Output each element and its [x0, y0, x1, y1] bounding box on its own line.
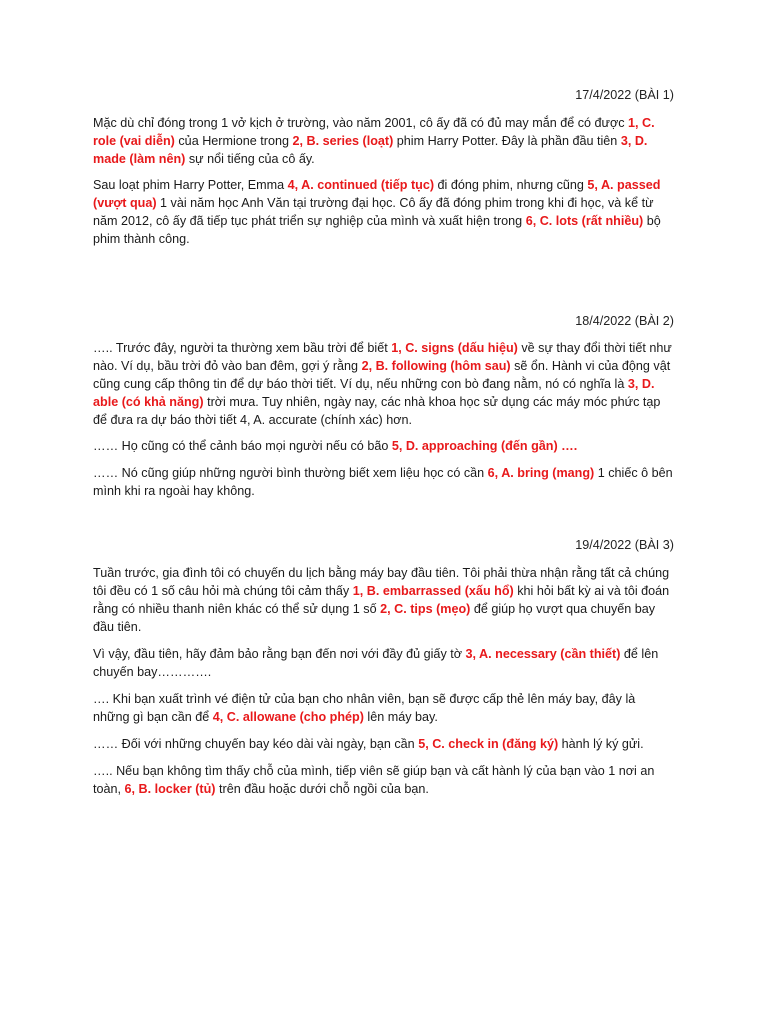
answer-highlight: 1, C. role (vai diễn) [93, 116, 655, 148]
body-text: 1 vài năm học Anh Văn tại trường đại học. Cô ấy đã đóng phim trong khi đi học, và kể từ năm 2012, cô ấy đã tiếp tục phát triển sự nghiệp của mình và xuất hiện trong [93, 196, 654, 228]
answer-highlight: 2, B. series (loạt) [292, 134, 394, 148]
paragraph [93, 645, 673, 681]
answer-highlight: 5, C. check in (đăng ký) [418, 737, 559, 751]
paragraph [93, 464, 673, 500]
paragraph [93, 176, 673, 248]
body-text: …… Đối với những chuyến bay kéo dài vài ngày, bạn cần [93, 737, 419, 751]
answer-highlight: 3, A. necessary (cần thiết) [465, 647, 621, 661]
section-date: 17/4/2022 (BÀI 1) [575, 88, 674, 102]
paragraph [93, 564, 673, 636]
answer-highlight: 3, D. made (làm nên) [93, 134, 648, 166]
body-text: bộ phim thành công. [93, 214, 661, 246]
body-text: hành lý ký gửi. [558, 737, 644, 751]
body-text: Vì vậy, đầu tiên, hãy đảm bảo rằng bạn đến nơi với đầy đủ giấy tờ [93, 647, 466, 661]
body-text: khi hỏi bất kỳ ai và tôi đoán rằng có nhiều thanh niên khác có thể sử dụng 1 số [93, 584, 670, 616]
section-date: 18/4/2022 (BÀI 2) [575, 314, 674, 328]
body-text: ….. Nếu bạn không tìm thấy chỗ của mình, tiếp viên sẽ giúp bạn và cất hành lý của bạn vào 1 nơi an toàn, [93, 764, 655, 796]
body-text: của Hermione trong [174, 134, 293, 148]
body-text: trời mưa. Tuy nhiên, ngày nay, các nhà khoa học sử dụng các máy móc phức tạp để đưa ra dự báo thời tiết 4, A. accurate (chính xác) hơn. [93, 395, 661, 427]
body-text: đi đóng phim, nhưng cũng [434, 178, 588, 192]
answer-highlight: 4, C. allowane (cho phép) [212, 710, 364, 724]
answer-highlight: 2, C. tips (mẹo) [380, 602, 471, 616]
answer-highlight: 5, A. passed (vượt qua) [93, 178, 661, 210]
paragraph [93, 339, 673, 429]
section-date: 19/4/2022 (BÀI 3) [575, 538, 674, 552]
body-text: để lên chuyến bay…………. [93, 647, 659, 679]
body-text: để giúp họ vượt qua chuyến bay đầu tiên. [93, 602, 656, 634]
body-text: Mặc dù chỉ đóng trong 1 vở kịch ở trường, vào năm 2001, cô ấy đã có đủ may mắn để có được [93, 116, 629, 130]
body-text: ….. Trước đây, người ta thường xem bầu trời để biết [93, 341, 392, 355]
paragraph [93, 437, 673, 455]
body-text: …. Khi bạn xuất trình vé điện tử của bạn cho nhân viên, bạn sẽ được cấp thẻ lên máy bay, đây là những gì bạn cần để [93, 692, 636, 724]
body-text: sẽ ổn. Hành vi của động vật cũng cung cấp thông tin để dự báo thời tiết. Ví dụ, nếu những con bò đang nằm, nó có nghĩa là [93, 359, 671, 391]
paragraph [93, 114, 673, 168]
answer-highlight: 6, A. bring (mang) [487, 466, 595, 480]
body-text: …… Nó cũng giúp những người bình thường biết xem liệu học có cần [93, 466, 488, 480]
paragraph [93, 762, 673, 798]
body-text: …… Họ cũng có thể cảnh báo mọi người nếu có bão [93, 439, 392, 453]
body-text: sự nổi tiếng của cô ấy. [185, 152, 315, 166]
body-text: về sự thay đổi thời tiết như nào. Ví dụ, bầu trời đỏ vào ban đêm, gợi ý rằng [93, 341, 672, 373]
answer-highlight: 5, D. approaching (đến gần) …. [391, 439, 578, 453]
body-text: 1 chiếc ô bên mình khi ra ngoài hay không. [93, 466, 673, 498]
answer-highlight: 3, D. able (có khả năng) [93, 377, 655, 409]
paragraph [93, 690, 673, 726]
body-text: phim Harry Potter. Đây là phần đầu tiên [393, 134, 621, 148]
answer-highlight: 6, C. lots (rất nhiều) [525, 214, 644, 228]
answer-highlight: 4, A. continued (tiếp tục) [287, 178, 435, 192]
body-text: trên đầu hoặc dưới chỗ ngồi của bạn. [215, 782, 429, 796]
answer-highlight: 6, B. locker (tủ) [124, 782, 216, 796]
body-text: Sau loạt phim Harry Potter, Emma [93, 178, 288, 192]
paragraph [93, 735, 673, 753]
body-text: Tuần trước, gia đình tôi có chuyến du lịch bằng máy bay đầu tiên. Tôi phải thừa nhận rằng tất cả chúng tôi đều có 1 số câu hỏi mà chúng tôi cảm thấy [93, 566, 670, 598]
answer-highlight: 1, C. signs (dấu hiệu) [391, 341, 518, 355]
answer-highlight: 2, B. following (hôm sau) [361, 359, 511, 373]
body-text: lên máy bay. [363, 710, 438, 724]
answer-highlight: 1, B. embarrassed (xấu hổ) [352, 584, 514, 598]
